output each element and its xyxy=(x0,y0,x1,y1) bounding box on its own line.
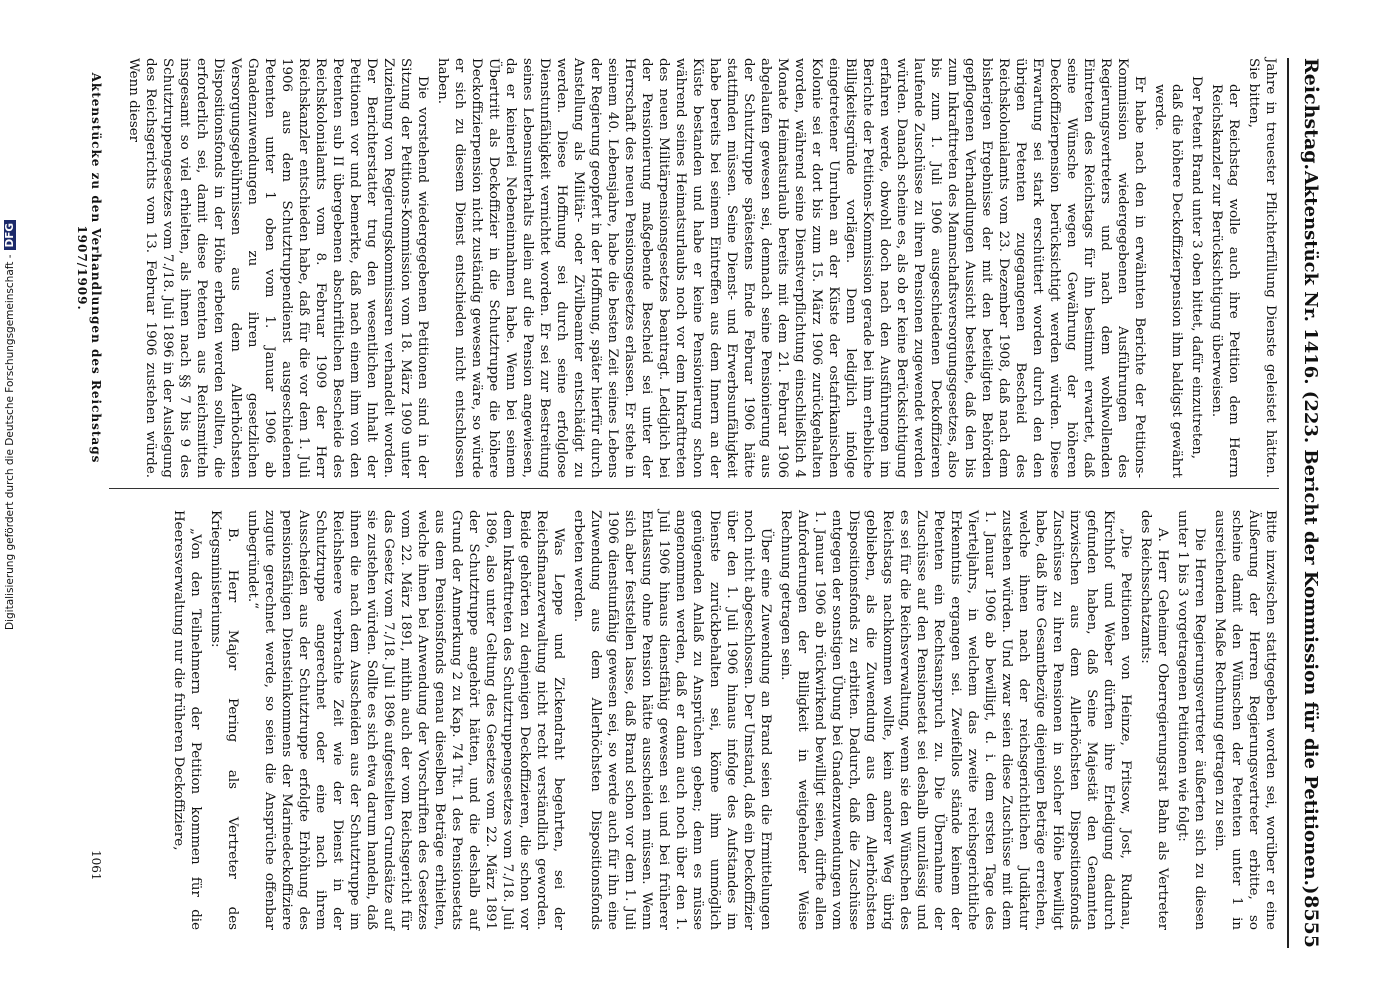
page-header xyxy=(1287,58,1333,948)
paragraph: Die Herren Regierungsvertreter äußerten sich zu diesen unter 1 bis 3 vorgetragenen Petitionen wie folgt: xyxy=(1175,510,1207,930)
paragraph: Was Leppe und Zickendraht begehrten, sei der Reichsfinanzverwaltung nicht recht verständlich geworden. Beide gehörten zu denjenigen Deckoffizieren, die schon vor dem Inkrafttreten des Schutztruppengesetzes vom 7./18. Juli 1896, also unter Geltung des Gesetzes vom 22. März 1891 der Schutztruppe angehört hätten, und die deshalb auf Grund der Anmerkung 2 zu Kap. 74 Tit. 1 des Pensionsetats aus dem Pensionsfonds genau dieselben Beträge erhielten, welche ihnen bei Anwendung der Vorschriften des Gesetzes vom 22. März 1891, mithin auch der vom Reichsgericht für das Gesetz vom 7./18. Juli 1896 aufgestellten Grundsätze auf sie zustehen würden. Sollte es sich etwa darum handeln, daß ihnen die nach dem Ausscheiden aus der Schutztruppe im Reichsheere verbrachte Zeit wie der Dienst in der Schutztruppe angerechnet oder eine nach ihrem Ausscheiden aus der Schutztruppe erfolgte Erhöhung des pensionsfähigen Diensteinkommens der Marinedeckoffiziere zugute gerechnet werde, so seien die Ansprüche offenbar unbegründet.“ xyxy=(245,510,566,930)
text-column-left xyxy=(122,58,1279,478)
paragraph: Der Petent Brand unter 3 oben bittet, dafür einzutreten, xyxy=(1189,76,1204,459)
footer-number: 1061 xyxy=(89,850,103,881)
paragraph: Jahre in treuester Pflichterfüllung Dienste geleistet hätten. Sie bitten, xyxy=(1246,58,1278,478)
header-left: Reichstag. xyxy=(1300,58,1322,171)
paragraph: Über eine Zuwendung an Brand seien die Ermittelungen noch nicht abgeschlossen. Der Umstand, daß ein Deckoffizier über den 1. Juli 1906 hinaus infolge des Aufstandes im Dienste zurückbehalten sei, könne ihm unmöglich genügenden Anlaß zu Ansprüchen geben; denn es müsse angenommen werden, daß er dann auch noch über den 1. Juli 1906 hinaus dienstfähig gewesen sei und bei früherer Entlassung ohne Pension hätte ausscheiden müssen. Wenn sich aber feststellen lasse, daß Brand schon vor dem 1. Juli 1906 dienstunfähig gewesen sei, so werde auch für ihn eine Zuwendung aus dem Allerhöchsten Dispositionsfonds erbeten werden. xyxy=(571,510,773,930)
page-number: 8555 xyxy=(1300,895,1322,948)
paragraph: Bitte inzwischen stattgegeben worden sei, worüber er eine Äußerung der Herren Regierungsvertreter erbitte, so scheine damit den Wünschen der Petenten unter 1 in ausreichendem Maße Rechnung getragen zu sein. xyxy=(1212,510,1278,930)
footer-source: Aktenstücke zu den Verhandlungen des Reichstags 1907/1909. xyxy=(75,72,103,464)
digitization-credit xyxy=(4,220,16,630)
paragraph: B. Herr Major Pering als Vertreter des Kriegsministeriums: xyxy=(208,510,240,930)
paragraph: Die vorstehend wiedergegebenen Petitionen sind in der Sitzung der Petitions-Kommission vom 18. März 1909 unter Zuziehung von Regierungskommissaren verhandelt worden. Der Berichterstatter trug den wesentlichen Inhalt der Petitionen vor und bemerkte, daß nach einem ihm von den Petenten sub II übergebenen abschriftlichen Bescheide des Reichskolonialamts vom 8. Februar 1909 der Herr Reichskanzler entschieden habe, daß für die vor dem 1. Juli 1906 aus dem Schutztruppendienst ausgeschiedenen Petenten unter 1 oben vom 1. Januar 1906 ab Gnadenzuwendungen zu ihren gesetzlichen Versorgungsgebührnissen aus dem Allerhöchsten Dispositionsfonds in der Höhe erbeten werden sollten, die erforderlich sei, damit diese Petenten aus Reichsmitteln insgesamt so viel erhielten, als ihnen nach §§ 7 bis 9 des Schutztruppengesetzes vom 7./18. Juli 1896 in der Auslegung des Reichsgerichts vom 13. Februar 1906 zustehen würde. Wenn dieser xyxy=(126,58,430,478)
dfg-logo: DFG xyxy=(4,220,16,251)
paragraph: der Reichstag wolle auch ihre Petition dem Herrn Reichskanzler zur Berücksichtigung überweisen. xyxy=(1209,84,1241,478)
paragraph: A. Herr Geheimer Oberregierungsrat Bahn als Vertreter des Reichsschatzamts: xyxy=(1138,510,1170,930)
rotated-document xyxy=(60,0,1343,1000)
column-divider xyxy=(109,488,1279,489)
credit-text: Digitalisierung gefördert durch die Deutsche Forschungsgemeinschaft - xyxy=(4,254,16,630)
paragraph: „Von den Teilnehmern der Petition kommen für die Heeresverwaltung nur die früheren Deckoffiziere, xyxy=(171,510,203,930)
paragraph: „Die Petitionen von Heinze, Fritsow, Jost, Rudnau, Kirchhof und Weber dürften ihre Erledigung dadurch gefunden haben, daß Seine Majestät den Genannten inzwischen aus dem Allerhöchsten Dispositionsfonds Zuschüsse zu ihren Pensionen in solcher Höhe bewilligt habe, daß ihre Gesamtbezüge diejenigen Beträge erreichen, welche ihnen nach der reichsgerichtlichen Judikatur zustehen würden. Und zwar seien diese Zuschüsse mit dem 1. Januar 1906 ab bewilligt, d. i. dem ersten Tage des Vierteljahrs, in welchem das zweite reichsgerichtliche Erkenntnis ergangen sei. Zweifellos stände keinem der Petenten ein Rechtsanspruch zu. Die Übernahme der Zuschüsse auf den Pensionsetat sei deshalb unzulässig und es sei für die Reichsverwaltung, wenn sie den Wünschen des Reichstags nachkommen wollte, kein anderer Weg übrig geblieben, als die Zuwendung aus dem Allerhöchsten Dispositionsfonds zu erbitten. Dadurch, daß die Zuschüsse entgegen der sonstigen Übung bei Gnadenzuwendungen vom 1. Januar 1906 ab rückwirkend bewilligt seien, dürfte allen Anforderungen der Billigkeit in weitgehender Weise Rechnung getragen sein. xyxy=(778,510,1133,930)
paragraph: Er habe nach den in erwähnten Berichte der Petitions-Kommission wiedergegebenen Ausführungen des Regierungsvertreters und nach dem wohlwollenden Eintreten des Reichstags für ihn bestimmt erwartet, daß seine Wünsche wegen Gewährung der höheren Deckoffizierpension berücksichtigt werden würden. Diese Erwartung sei stark erschüttert worden durch den den übrigen Petenten zugegangenen Bescheid des Reichskolonialamts vom 23. Dezember 1908, daß nach dem bisherigen Ergebnisse der mit den beteiligten Behörden gepflogenen Verhandlungen Aussicht bestehe, daß den bis zum Inkrafttreten des Mannschaftsversorgungsgesetzes, also bis zum 1. Juli 1906 ausgeschiedenen Deckoffizieren laufende Zuschüsse zu ihren Pensionen zugewendet werden würden. Danach scheine es, als ob er keine Berücksichtigung erfahren werde, obwohl doch nach den Ausführungen im Berichte der Petitions-Kommission gerade bei ihm erhebliche Billigkeitsgründe vorlägen. Denn lediglich infolge eingetretener Unruhen an der Küste der ostafrikanischen Kolonie sei er dort bis zum 15. März 1906 zurückgehalten worden, während seine Dienstverpflichtung einschließlich 4 Monate Heimatsurlaub bereits mit dem 21. Februar 1906 abgelaufen gewesen sei, demnach seine Pensionierung aus der Schutztruppe spätestens Ende Februar 1906 hätte stattfinden müssen. Seine Dienst- und Erwerbsunfähigkeit habe bereits bei seinem Eintreffen aus dem Innern an der Küste bestanden und habe er keine Pensionierung schon während seines Heimatsurlaubs noch vor dem Inkrafttreten des neuen Militärpensionsgesetzes beantragt. Lediglich bei der Pensionierung maßgebende Bescheid sei unter der Herrschaft des neuen Pensionsgesetzes erlassen. Er stehe in seinem 40. Lebensjahre, habe die besten Zeit seines Lebens der Regierung geopfert in der Hoffnung, später hierfür durch Anstellung als Militär- oder Zivilbeamter entschädigt zu werden. Diese Hoffnung sei durch seine erfolglose Dienstunfähigkeit vernichtet worden. Er sei zur Bestreitung seines Lebensunterhalts allein auf die Pension angewiesen, da er keinerlei Nebeneinnahmen habe. Wenn bei seinem Übertritt als Deckoffizier in die Schutztruppe die höhere Deckoffizierpension nicht zuständig gewesen wäre, so würde er sich zu diesem Dienst entschieden nicht entschlossen haben. xyxy=(435,58,1147,478)
header-title: Aktenstück Nr. 1416. (223. Bericht der Kommission für die Petitionen.) xyxy=(1300,170,1322,895)
paragraph: daß die höhere Deckoffizierpension ihm baldigst gewährt werde. xyxy=(1152,84,1184,478)
text-column-right xyxy=(167,510,1279,930)
